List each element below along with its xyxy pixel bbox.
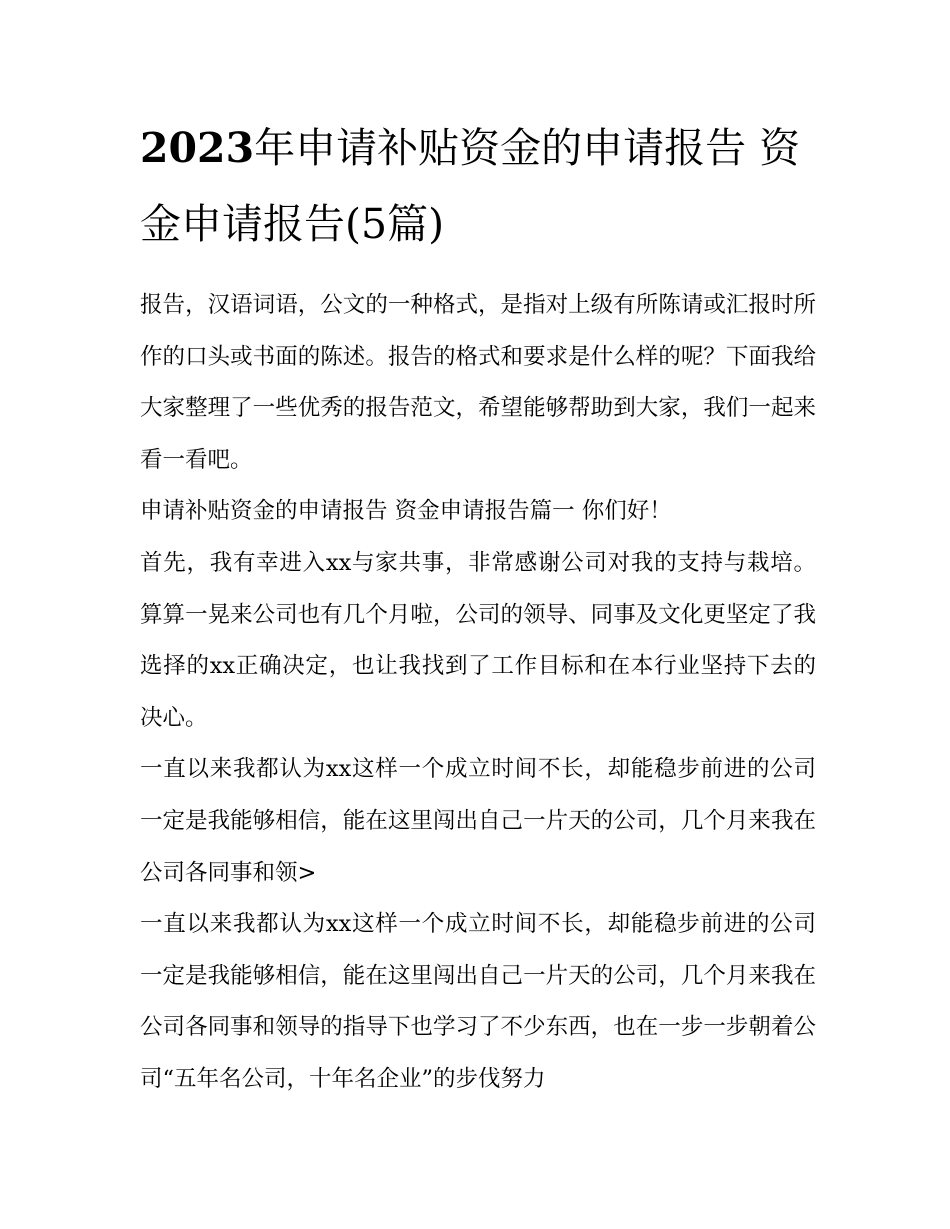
intro-paragraph: 报告，汉语词语，公文的一种格式，是指对上级有所陈请或汇报时所作的口头或书面的陈述。报告的格式和要求是什么样的呢？下面我给大家整理了一些优秀的报告范文，希望能够帮助到大家，我们一起来看一看吧。 [140,292,816,473]
body-paragraph: 一直以来我都认为xx这样一个成立时间不长，却能稳步前进的公司一定是我能够相信，能在这里闯出自己一片天的公司，几个月来我在公司各同事和领> [140,756,816,886]
body-paragraph: 首先，我有幸进入xx与家共事，非常感谢公司对我的支持与栽培。算算一晃来公司也有几个月啦，公司的领导、同事及文化更坚定了我选择的xx正确决定，也让我找到了工作目标和在本行业坚持下去的决心。 [140,549,816,731]
section-heading-paragraph: 申请补贴资金的申请报告 资金申请报告篇一 你们好！ [140,498,672,525]
document-title: 2023年申请补贴资金的申请报告 资金申请报告(5篇) [140,124,801,248]
title-year: 2023 [140,124,255,172]
document-content [140,110,816,1106]
body-paragraph: 一直以来我都认为xx这样一个成立时间不长，却能稳步前进的公司一定是我能够相信，能在这里闯出自己一片天的公司，几个月来我在公司各同事和领导的指导下也学习了不少东西，也在一步一步朝着公司“五年名公司，十年名企业”的步伐努力 [140,911,816,1092]
